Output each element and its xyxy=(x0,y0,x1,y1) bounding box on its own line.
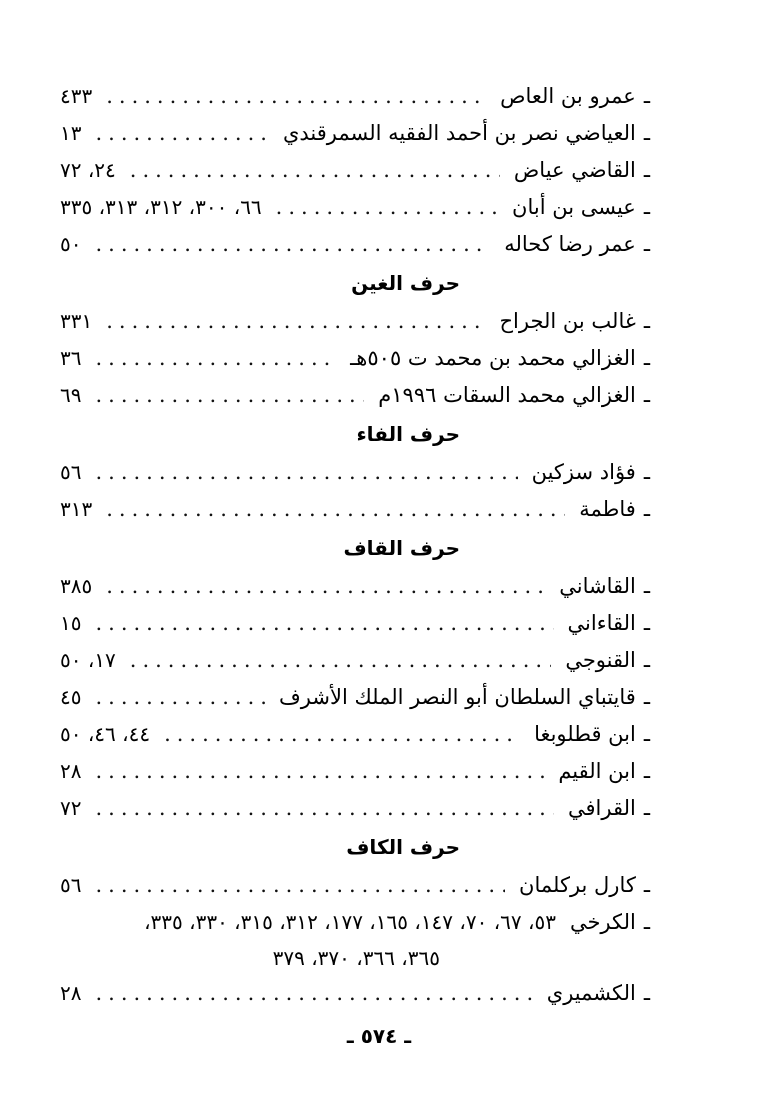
leader-dots xyxy=(95,867,505,904)
entry-name: القاشاني xyxy=(559,574,636,598)
index-entry xyxy=(60,716,650,753)
entry-name: ابن القيم xyxy=(558,759,636,783)
entry-pages: ٢٨ xyxy=(60,981,82,1005)
leader-dots xyxy=(164,716,520,753)
leader-dots xyxy=(95,377,364,414)
entry-pages: ٣٨٥ xyxy=(60,574,93,598)
entry-pages: ٣١٣ xyxy=(60,497,93,521)
section-heading-fa: حرف الفاء xyxy=(356,422,460,446)
index-entry xyxy=(60,679,650,716)
entry-dash: ـ xyxy=(643,685,650,709)
entry-dash: ـ xyxy=(643,574,650,598)
leader-dots xyxy=(106,491,565,528)
entry-dash: ـ xyxy=(643,309,650,333)
entry-pages: ٢٨ xyxy=(60,759,82,783)
entry-name: قايتباي السلطان أبو النصر الملك الأشرف xyxy=(279,685,636,709)
entry-pages: ٤٣٣ xyxy=(60,84,93,108)
index-entry xyxy=(60,78,650,115)
index-entry xyxy=(60,189,650,226)
entry-name: الكشميري xyxy=(546,981,636,1005)
index-entry xyxy=(60,568,650,605)
entry-pages: ١٥ xyxy=(60,611,82,635)
entry-name: عمرو بن العاص xyxy=(500,84,636,108)
index-entry xyxy=(60,226,650,263)
entry-dash: ـ xyxy=(643,158,650,182)
index-entry xyxy=(60,867,650,904)
entry-name: ابن قطلوبغا xyxy=(534,722,636,746)
entry-dash: ـ xyxy=(643,759,650,783)
entry-pages: ٤٤، ٤٦، ٥٠ xyxy=(60,722,151,746)
entry-name: القاءاني xyxy=(567,611,636,635)
entry-name: كارل بركلمان xyxy=(519,873,636,897)
index-entry xyxy=(60,642,650,679)
entry-dash: ـ xyxy=(643,497,650,521)
index-entry xyxy=(60,377,650,414)
entry-dash: ـ xyxy=(643,121,650,145)
leader-dots xyxy=(95,790,554,827)
leader-dots xyxy=(130,642,552,679)
entry-dash: ـ xyxy=(643,611,650,635)
section-heading-kaf: حرف الكاف xyxy=(346,835,460,859)
entry-name: الغزالي محمد السقات ١٩٩٦م xyxy=(378,383,636,407)
entry-pages: ٣٦ xyxy=(60,346,82,370)
leader-dots xyxy=(95,679,265,716)
entry-dash: ـ xyxy=(643,796,650,820)
leader-dots xyxy=(276,189,498,226)
entry-name: فؤاد سزكين xyxy=(531,460,636,484)
entry-dash: ـ xyxy=(643,910,650,934)
entry-dash: ـ xyxy=(643,383,650,407)
leader-dots xyxy=(106,568,545,605)
entry-pages: ٧٢ xyxy=(60,796,82,820)
leader-dots xyxy=(95,454,517,491)
entry-name: القنوجي xyxy=(565,648,636,672)
index-entry xyxy=(60,975,650,1012)
section-heading-ghayn: حرف الغين xyxy=(351,271,460,295)
entry-pages: ٥٦ xyxy=(60,460,82,484)
entry-dash: ـ xyxy=(643,346,650,370)
entry-name: العياضي نصر بن أحمد الفقيه السمرقندي xyxy=(282,121,636,145)
entry-name: عيسى بن أبان xyxy=(512,195,636,219)
entry-name: الغزالي محمد بن محمد ت ٥٠٥هـ xyxy=(350,346,636,370)
index-entry xyxy=(60,340,650,377)
leader-dots xyxy=(95,605,553,642)
entry-pages: ٣٣١ xyxy=(60,309,93,333)
entry-name: عمر رضا كحاله xyxy=(504,232,636,256)
entry-pages: ٤٥ xyxy=(60,685,82,709)
entry-dash: ـ xyxy=(643,460,650,484)
index-entry xyxy=(60,491,650,528)
leader-dots xyxy=(130,152,500,189)
entry-dash: ـ xyxy=(643,981,650,1005)
entry-pages-line1: ٥٣، ٦٧، ٧٠، ١٤٧، ١٦٥، ١٧٧، ٣١٢، ٣١٥، ٣٣٠، ٣٣٥، xyxy=(144,910,556,934)
index-entry-karkhi xyxy=(60,904,650,941)
page-number: ـ ٥٧٤ ـ xyxy=(346,1024,412,1048)
leader-dots xyxy=(95,115,268,152)
index-entry xyxy=(60,115,650,152)
index-entry xyxy=(60,605,650,642)
entry-pages-line2: ٣٦٥، ٣٦٦، ٣٧٠، ٣٧٩ xyxy=(272,946,440,970)
entry-dash: ـ xyxy=(643,232,650,256)
leader-dots xyxy=(95,340,336,377)
leader-dots xyxy=(106,303,485,340)
entry-name: فاطمة xyxy=(579,497,636,521)
index-entry xyxy=(60,454,650,491)
leader-dots xyxy=(95,753,544,790)
index-entry xyxy=(60,152,650,189)
entry-pages: ٥٦ xyxy=(60,873,82,897)
index-entry xyxy=(60,753,650,790)
entry-dash: ـ xyxy=(643,84,650,108)
entry-pages: ١٣ xyxy=(60,121,82,145)
index-entry xyxy=(60,790,650,827)
entry-dash: ـ xyxy=(643,648,650,672)
entry-dash: ـ xyxy=(643,195,650,219)
entry-name: الكرخي xyxy=(569,910,636,934)
leader-dots xyxy=(106,78,486,115)
entry-pages: ٥٠ xyxy=(60,232,82,256)
entry-name: القرافي xyxy=(568,796,636,820)
index-entry xyxy=(60,303,650,340)
leader-dots xyxy=(95,226,490,263)
entry-dash: ـ xyxy=(643,722,650,746)
entry-pages: ١٧، ٥٠ xyxy=(60,648,116,672)
entry-name: غالب بن الجراح xyxy=(499,309,636,333)
entry-dash: ـ xyxy=(643,873,650,897)
entry-pages: ٢٤، ٧٢ xyxy=(60,158,116,182)
entry-pages: ٦٩ xyxy=(60,383,82,407)
entry-name: القاضي عياض xyxy=(513,158,636,182)
leader-dots xyxy=(95,975,532,1012)
entry-pages: ٦٦، ٣٠٠، ٣١٢، ٣١٣، ٣٣٥ xyxy=(60,195,262,219)
section-heading-qaf: حرف القاف xyxy=(343,536,460,560)
index-page xyxy=(60,78,650,1012)
